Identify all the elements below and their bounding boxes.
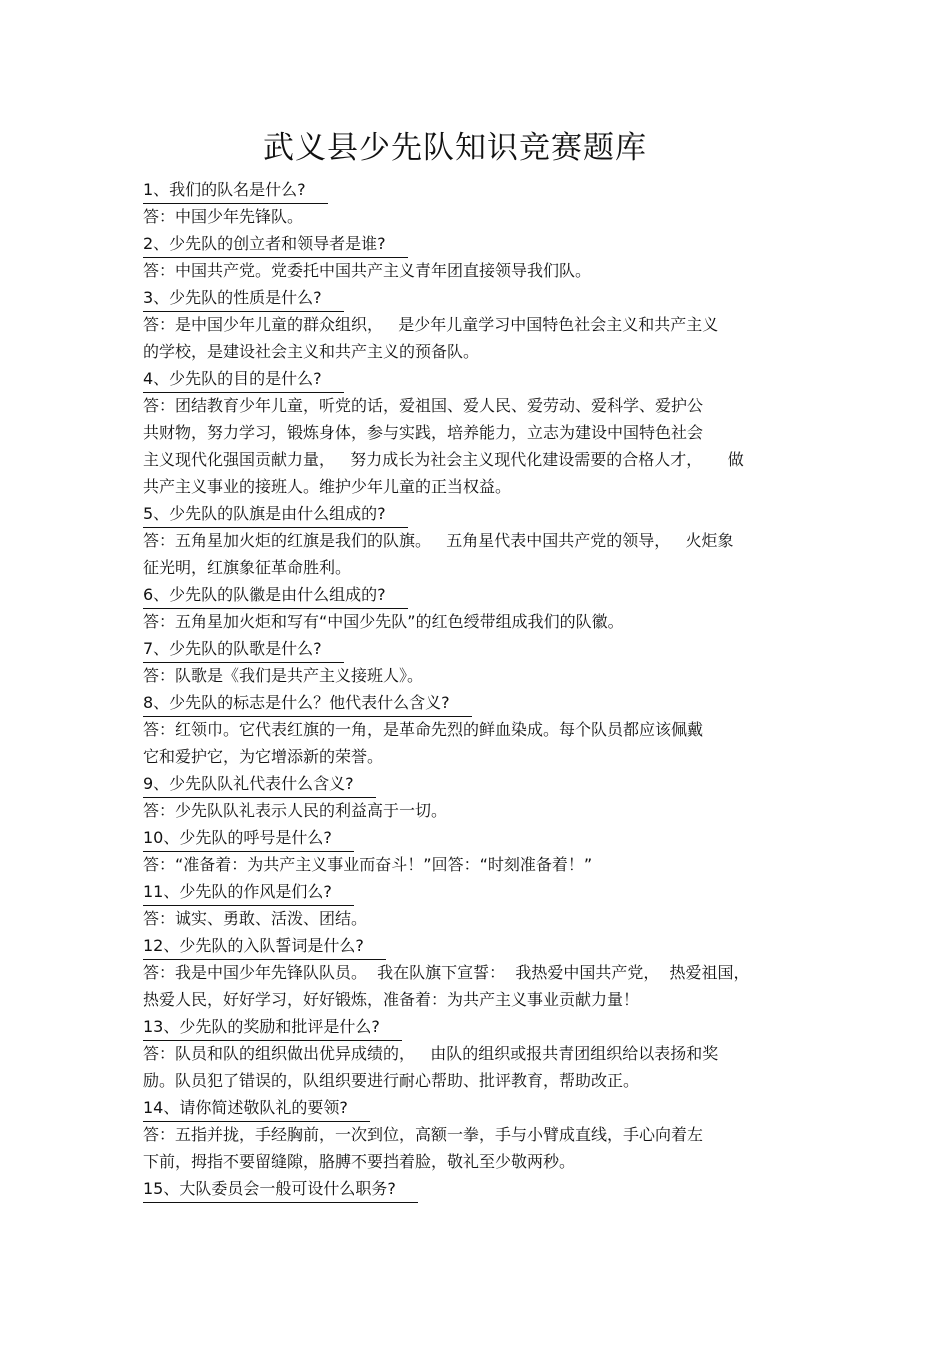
document-title: 武义县少先队知识竞赛题库	[263, 130, 647, 166]
question-text: 2、少先队的创立者和领导者是谁?	[143, 230, 408, 258]
answer-line: 热爱人民，好好学习，好好锻炼，准备着：为共产主义事业贡献力量！	[143, 990, 640, 1009]
answer-line: 励。队员犯了错误的，队组织要进行耐心帮助、批评教育，帮助改正。	[143, 1071, 640, 1090]
question-row	[143, 365, 813, 392]
question-text: 9、少先队队礼代表什么含义?	[143, 770, 376, 798]
question-text: 10、少先队的呼号是什么?	[143, 824, 354, 852]
question-text: 14、请你简述敬队礼的要领?	[143, 1094, 370, 1122]
qa-item	[143, 770, 813, 824]
question-text: 8、少先队的标志是什么？他代表什么含义?	[143, 689, 472, 717]
question-text: 15、大队委员会一般可设什么职务?	[143, 1175, 418, 1203]
qa-item	[143, 230, 813, 284]
qa-item	[143, 176, 813, 230]
question-text: 7、少先队的队歌是什么?	[143, 635, 344, 663]
question-row	[143, 1094, 813, 1121]
qa-item	[143, 284, 813, 365]
answer-line: 答：红领巾。它代表红旗的一角，是革命先烈的鲜血染成。每个队员都应该佩戴	[143, 720, 704, 739]
question-row	[143, 689, 813, 716]
answer-line: 答：是中国少年儿童的群众组织， 是少年儿童学习中国特色社会主义和共产主义	[143, 315, 719, 334]
qa-list	[143, 176, 813, 1202]
answer-line: 答：少先队队礼表示人民的利益高于一切。	[143, 801, 448, 820]
qa-item	[143, 635, 813, 689]
answer-line: 答：“准备着：为共产主义事业而奋斗！”回答：“时刻准备着！”	[143, 855, 593, 874]
question-text: 13、少先队的奖励和批评是什么?	[143, 1013, 402, 1041]
answer-line: 它和爱护它，为它增添新的荣誉。	[143, 747, 384, 766]
answer-line: 共财物，努力学习，锻炼身体，参与实践，培养能力，立志为建设中国特色社会	[143, 423, 704, 442]
answer-line: 答：五角星加火炬的红旗是我们的队旗。 五角星代表中国共产党的领导， 火炬象	[143, 531, 734, 550]
question-text: 12、少先队的入队誓词是什么?	[143, 932, 386, 960]
question-row	[143, 1175, 813, 1202]
qa-item	[143, 1094, 813, 1175]
question-text: 3、少先队的性质是什么?	[143, 284, 344, 312]
answer-line: 答：五角星加火炬和写有“中国少先队”的红色绶带组成我们的队徽。	[143, 612, 624, 631]
question-row	[143, 635, 813, 662]
question-row	[143, 770, 813, 797]
answer-line: 答：队员和队的组织做出优异成绩的， 由队的组织或报共青团组织给以表扬和奖	[143, 1044, 719, 1063]
answer-line: 征光明，红旗象征革命胜利。	[143, 558, 352, 577]
answer-line: 答：中国共产党。党委托中国共产主义青年团直接领导我们队。	[143, 261, 592, 280]
question-text: 1、我们的队名是什么?	[143, 176, 328, 204]
qa-item	[143, 365, 813, 500]
qa-item	[143, 878, 813, 932]
question-row	[143, 230, 813, 257]
qa-item	[143, 689, 813, 770]
question-row	[143, 824, 813, 851]
answer-line: 答：中国少年先锋队。	[143, 207, 304, 226]
question-text: 4、少先队的目的是什么?	[143, 365, 344, 393]
qa-item	[143, 1175, 813, 1202]
answer-line: 答：诚实、勇敢、活泼、团结。	[143, 909, 368, 928]
question-text: 11、少先队的作风是们么?	[143, 878, 354, 906]
answer-line: 的学校，是建设社会主义和共产主义的预备队。	[143, 342, 480, 361]
answer-line: 答：团结教育少年儿童，听党的话，爱祖国、爱人民、爱劳动、爱科学、爱护公	[143, 396, 704, 415]
question-text: 6、少先队的队徽是由什么组成的?	[143, 581, 408, 609]
qa-item	[143, 824, 813, 878]
question-row	[143, 500, 813, 527]
qa-item	[143, 581, 813, 635]
answer-line: 答：我是中国少年先锋队队员。 我在队旗下宣誓： 我热爱中国共产党， 热爱祖国，	[143, 963, 750, 982]
question-row	[143, 284, 813, 311]
qa-item	[143, 1013, 813, 1094]
question-row	[143, 581, 813, 608]
question-row	[143, 878, 813, 905]
qa-item	[143, 932, 813, 1013]
answer-line: 下前，拇指不要留缝隙，胳膊不要挡着脸，敬礼至少敬两秒。	[143, 1152, 576, 1171]
answer-line: 答：队歌是《我们是共产主义接班人》。	[143, 666, 424, 685]
answer-line: 共产主义事业的接班人。维护少年儿童的正当权益。	[143, 477, 512, 496]
answer-line: 主义现代化强国贡献力量， 努力成长为社会主义现代化建设需要的合格人才， 做	[143, 450, 744, 469]
question-row	[143, 1013, 813, 1040]
question-row	[143, 932, 813, 959]
answer-line: 答：五指并拢，手经胸前，一次到位，高额一拳，手与小臂成直线，手心向着左	[143, 1125, 704, 1144]
question-text: 5、少先队的队旗是由什么组成的?	[143, 500, 408, 528]
question-row	[143, 176, 813, 203]
qa-item	[143, 500, 813, 581]
